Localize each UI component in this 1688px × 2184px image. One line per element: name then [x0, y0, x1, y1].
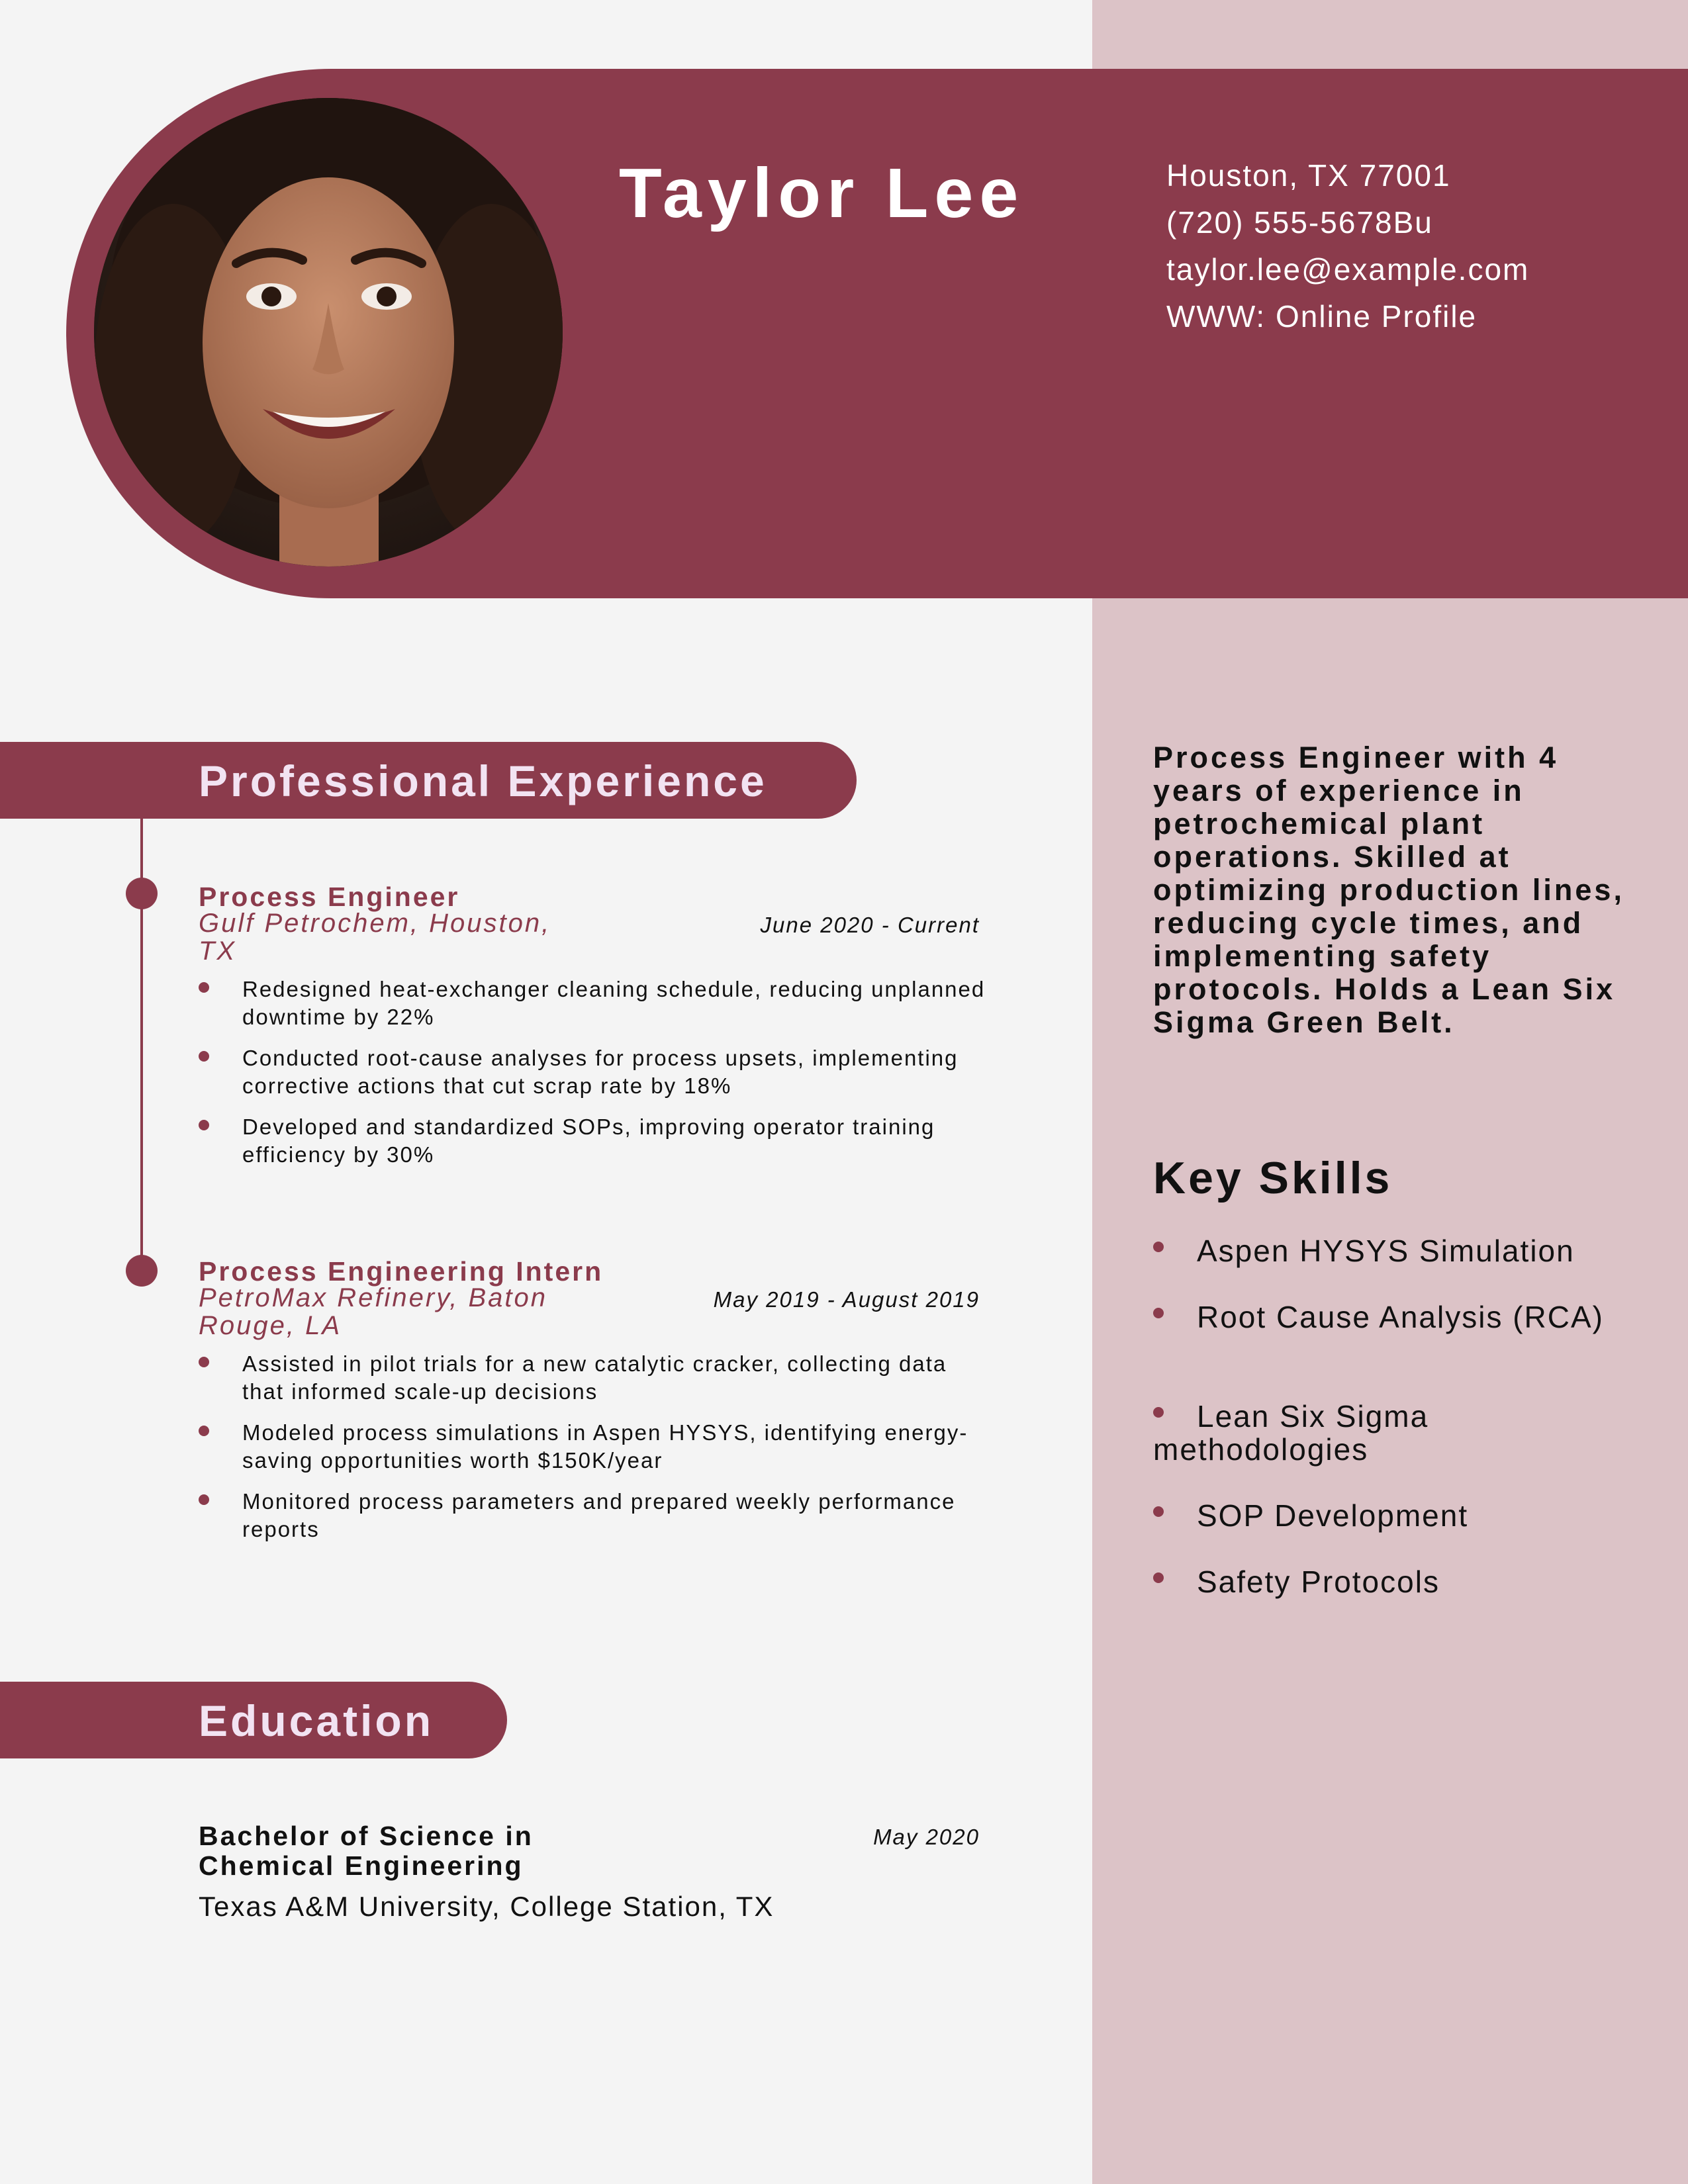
profile-photo [94, 98, 563, 567]
job-dates: May 2019 - August 2019 [713, 1287, 980, 1312]
job-company: PetroMax Refinery, Baton Rouge, LA [199, 1283, 548, 1340]
job-dates: June 2020 - Current [760, 913, 980, 937]
job-bullet: Modeled process simulations in Aspen HYSYS, identifying energy-saving opportunities worth $150K/year [242, 1420, 968, 1473]
skill-item: SOP Development [1197, 1498, 1469, 1533]
school-name: Texas A&M University, College Station, TX [199, 1891, 774, 1922]
job-title: Process Engineer [199, 882, 460, 912]
bullet-dot [199, 1357, 209, 1367]
job-bullet: Redesigned heat-exchanger cleaning schedule, reducing unplanned downtime by 22% [242, 977, 986, 1029]
skill-item: Aspen HYSYS Simulation [1197, 1234, 1575, 1268]
job-bullet: Assisted in pilot trials for a new catalytic cracker, collecting data that informed scale-up decisions [242, 1351, 947, 1404]
bullet-dot [199, 982, 209, 993]
job-bullet: Monitored process parameters and prepared weekly performance reports [242, 1489, 956, 1541]
timeline-dot [126, 878, 158, 909]
bullet-dot [199, 1051, 209, 1062]
degree-title: Bachelor of Science in Chemical Engineering [199, 1821, 534, 1881]
degree-date: May 2020 [873, 1825, 980, 1849]
contact-phone[interactable]: (720) 555-5678Bu [1166, 205, 1433, 240]
contact-website[interactable]: WWW: Online Profile [1166, 299, 1477, 334]
skill-item: Safety Protocols [1197, 1565, 1440, 1599]
education-heading: Education [199, 1696, 434, 1745]
job-company: Gulf Petrochem, Houston, TX [199, 909, 551, 966]
experience-heading: Professional Experience [199, 756, 767, 805]
skill-item: Root Cause Analysis (RCA) [1197, 1300, 1604, 1334]
profile-summary: Process Engineer with 4 years of experience in petrochemical plant operations. Skilled at optimizing production lines, reducing cycle times, and implementing safety protocols. Holds a Lean Six Sigma Green Belt. [1153, 741, 1624, 1039]
skills-heading: Key Skills [1153, 1153, 1393, 1203]
bullet-dot [199, 1494, 209, 1505]
portrait-illustration [94, 98, 563, 567]
bullet-dot [199, 1120, 209, 1130]
job-title: Process Engineering Intern [199, 1256, 604, 1287]
job-bullet: Conducted root-cause analyses for process upsets, implementing corrective actions that cut scrap rate by 18% [242, 1046, 959, 1098]
job-bullet: Developed and standardized SOPs, improving operator training efficiency by 30% [242, 1115, 935, 1167]
skill-item: Lean Six Sigma methodologies [1153, 1399, 1429, 1467]
bullet-dot [199, 1426, 209, 1436]
contact-address: Houston, TX 77001 [1166, 158, 1451, 193]
contact-email[interactable]: taylor.lee@example.com [1166, 252, 1530, 287]
timeline-dot [126, 1255, 158, 1287]
candidate-name: Taylor Lee [619, 154, 1025, 232]
